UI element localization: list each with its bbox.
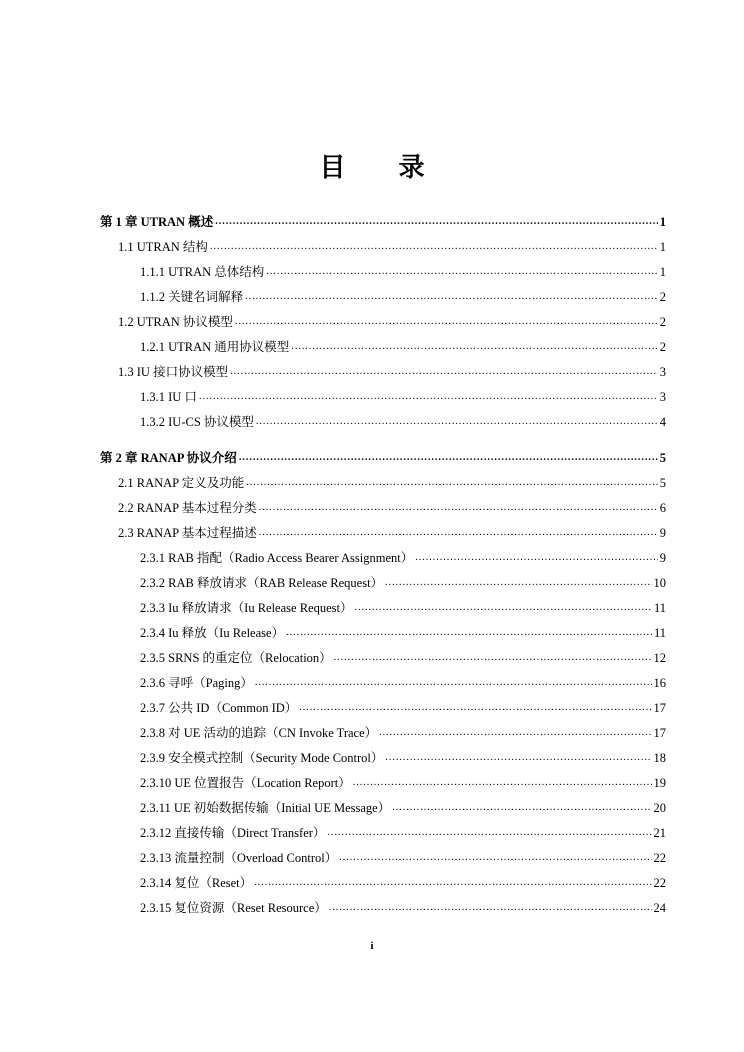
toc-subsection-entry[interactable] xyxy=(140,621,666,641)
toc-dot-leader xyxy=(259,526,658,540)
toc-section-entry[interactable] xyxy=(118,496,666,516)
toc-entry-page: 4 xyxy=(659,415,666,429)
toc-entry-page: 17 xyxy=(653,701,666,715)
toc-dot-leader xyxy=(291,340,657,354)
toc-entry-page: 22 xyxy=(653,851,666,865)
toc-dot-leader xyxy=(327,826,651,840)
toc-chapter-entry[interactable] xyxy=(100,446,666,466)
toc-entry-label: 2.3.14 复位（Reset） xyxy=(140,876,253,890)
toc-subsection-entry[interactable] xyxy=(140,846,666,866)
toc-entry-page: 3 xyxy=(659,365,666,379)
toc-dot-leader xyxy=(256,415,658,429)
toc-entry-label: 2.3.12 直接传输（Direct Transfer） xyxy=(140,826,326,840)
toc-entry-page: 24 xyxy=(653,901,666,915)
toc-entry-page: 11 xyxy=(653,626,666,640)
toc-dot-leader xyxy=(259,501,658,515)
toc-dot-leader xyxy=(339,851,651,865)
toc-dot-leader xyxy=(210,240,658,254)
toc-entry-label: 1.1.1 UTRAN 总体结构 xyxy=(140,265,265,279)
toc-entry-page: 22 xyxy=(653,876,666,890)
toc-entry-page: 12 xyxy=(653,651,666,665)
toc-entry-page: 9 xyxy=(659,551,666,565)
toc-entry-page: 5 xyxy=(659,476,666,490)
toc-dot-leader xyxy=(353,776,652,790)
toc-entry-label: 2.3.13 流量控制（Overload Control） xyxy=(140,851,338,865)
toc-dot-leader xyxy=(199,390,658,404)
toc-entry-label: 2.3.9 安全模式控制（Security Mode Control） xyxy=(140,751,384,765)
toc-entry-label: 1.3 IU 接口协议模型 xyxy=(118,365,229,379)
toc-subsection-entry[interactable] xyxy=(140,546,666,566)
toc-subsection-entry[interactable] xyxy=(140,721,666,741)
toc-entry-page: 10 xyxy=(653,576,666,590)
toc-dot-leader xyxy=(254,876,651,890)
toc-entry-page: 1 xyxy=(659,265,666,279)
toc-subsection-entry[interactable] xyxy=(140,746,666,766)
toc-entry-page: 6 xyxy=(659,501,666,515)
toc-entry-page: 21 xyxy=(653,826,666,840)
toc-entry-page: 17 xyxy=(653,726,666,740)
toc-subsection-entry[interactable] xyxy=(140,696,666,716)
toc-subsection-entry[interactable] xyxy=(140,796,666,816)
toc-subsection-entry[interactable] xyxy=(140,410,666,430)
toc-subsection-entry[interactable] xyxy=(140,671,666,691)
toc-subsection-entry[interactable] xyxy=(140,571,666,591)
toc-dot-leader xyxy=(299,701,651,715)
toc-dot-leader xyxy=(385,751,651,765)
toc-entry-label: 2.3.15 复位资源（Reset Resource） xyxy=(140,901,327,915)
toc-subsection-entry[interactable] xyxy=(140,260,666,280)
toc-entry-label: 1.1 UTRAN 结构 xyxy=(118,240,208,254)
toc-subsection-entry[interactable] xyxy=(140,385,666,405)
toc-entry-label: 2.3.1 RAB 指配（Radio Access Bearer Assignment） xyxy=(140,551,414,565)
toc-entry-page: 9 xyxy=(659,526,666,540)
toc-entry-label: 1.3.2 IU-CS 协议模型 xyxy=(140,415,254,429)
toc-dot-leader xyxy=(329,901,652,915)
toc-section-entry[interactable] xyxy=(118,521,666,541)
toc-entry-label: 2.3.3 Iu 释放请求（Iu Release Request） xyxy=(140,601,353,615)
toc-dot-leader xyxy=(230,365,658,379)
toc-entry-page: 5 xyxy=(659,451,666,465)
toc-dot-leader xyxy=(415,551,658,565)
toc-entry-page: 1 xyxy=(659,215,666,229)
toc-chapter-entry[interactable] xyxy=(100,210,666,230)
toc-entry-label: 1.2.1 UTRAN 通用协议模型 xyxy=(140,340,290,354)
toc-dot-leader xyxy=(379,726,651,740)
toc-entry-label: 2.3.5 SRNS 的重定位（Relocation） xyxy=(140,651,332,665)
toc-dot-leader xyxy=(215,215,658,229)
toc-entry-label: 2.3.6 寻呼（Paging） xyxy=(140,676,253,690)
toc-entry-page: 18 xyxy=(653,751,666,765)
toc-entry-label: 2.3.8 对 UE 活动的追踪（CN Invoke Trace） xyxy=(140,726,378,740)
toc-dot-leader xyxy=(354,601,651,615)
toc-dot-leader xyxy=(246,476,657,490)
toc-dot-leader xyxy=(255,676,652,690)
toc-subsection-entry[interactable] xyxy=(140,335,666,355)
toc-entry-label: 2.2 RANAP 基本过程分类 xyxy=(118,501,257,515)
toc-subsection-entry[interactable] xyxy=(140,596,666,616)
toc-entry-label: 1.2 UTRAN 协议模型 xyxy=(118,315,233,329)
toc-entry-page: 1 xyxy=(659,240,666,254)
toc-subsection-entry[interactable] xyxy=(140,771,666,791)
toc-section-entry[interactable] xyxy=(118,360,666,380)
toc-entry-label: 2.3.7 公共 ID（Common ID） xyxy=(140,701,298,715)
toc-entry-label: 2.3.4 Iu 释放（Iu Release） xyxy=(140,626,285,640)
toc-dot-leader xyxy=(239,451,658,465)
toc-dot-leader xyxy=(235,315,658,329)
toc-entry-label: 1.1.2 关键名词解释 xyxy=(140,290,244,304)
toc-entry-page: 2 xyxy=(659,340,666,354)
toc-section-entry[interactable] xyxy=(118,310,666,330)
toc-entry-label: 2.3.11 UE 初始数据传输（Initial UE Message） xyxy=(140,801,391,815)
toc-subsection-entry[interactable] xyxy=(140,285,666,305)
toc-subsection-entry[interactable] xyxy=(140,896,666,916)
page-number: i xyxy=(370,940,374,952)
toc-dot-leader xyxy=(392,801,651,815)
toc-subsection-entry[interactable] xyxy=(140,646,666,666)
page-title: 目 录 xyxy=(319,153,447,183)
toc-entry-label: 2.3 RANAP 基本过程描述 xyxy=(118,526,257,540)
toc-dot-leader xyxy=(245,290,658,304)
toc-entry-label: 第 1 章 UTRAN 概述 xyxy=(100,215,214,229)
toc-section-entry[interactable] xyxy=(118,471,666,491)
toc-entry-label: 2.3.10 UE 位置报告（Location Report） xyxy=(140,776,351,790)
toc-dot-leader xyxy=(286,626,652,640)
toc-section-entry[interactable] xyxy=(118,235,666,255)
toc-entry-label: 2.3.2 RAB 释放请求（RAB Release Request） xyxy=(140,576,384,590)
toc-entry-page: 11 xyxy=(653,601,666,615)
toc-entry-page: 20 xyxy=(653,801,666,815)
toc-dot-leader xyxy=(334,651,652,665)
toc-entry-page: 16 xyxy=(653,676,666,690)
toc-entry-page: 3 xyxy=(659,390,666,404)
toc-entry-page: 2 xyxy=(659,315,666,329)
toc-subsection-entry[interactable] xyxy=(140,871,666,891)
toc-entry-page: 2 xyxy=(659,290,666,304)
toc-entry-label: 1.3.1 IU 口 xyxy=(140,390,197,404)
toc-dot-leader xyxy=(266,265,657,279)
toc-dot-leader xyxy=(385,576,651,590)
toc-entry-label: 第 2 章 RANAP 协议介绍 xyxy=(100,451,237,465)
toc-entry-page: 19 xyxy=(653,776,666,790)
toc-subsection-entry[interactable] xyxy=(140,821,666,841)
toc-entry-label: 2.1 RANAP 定义及功能 xyxy=(118,476,245,490)
